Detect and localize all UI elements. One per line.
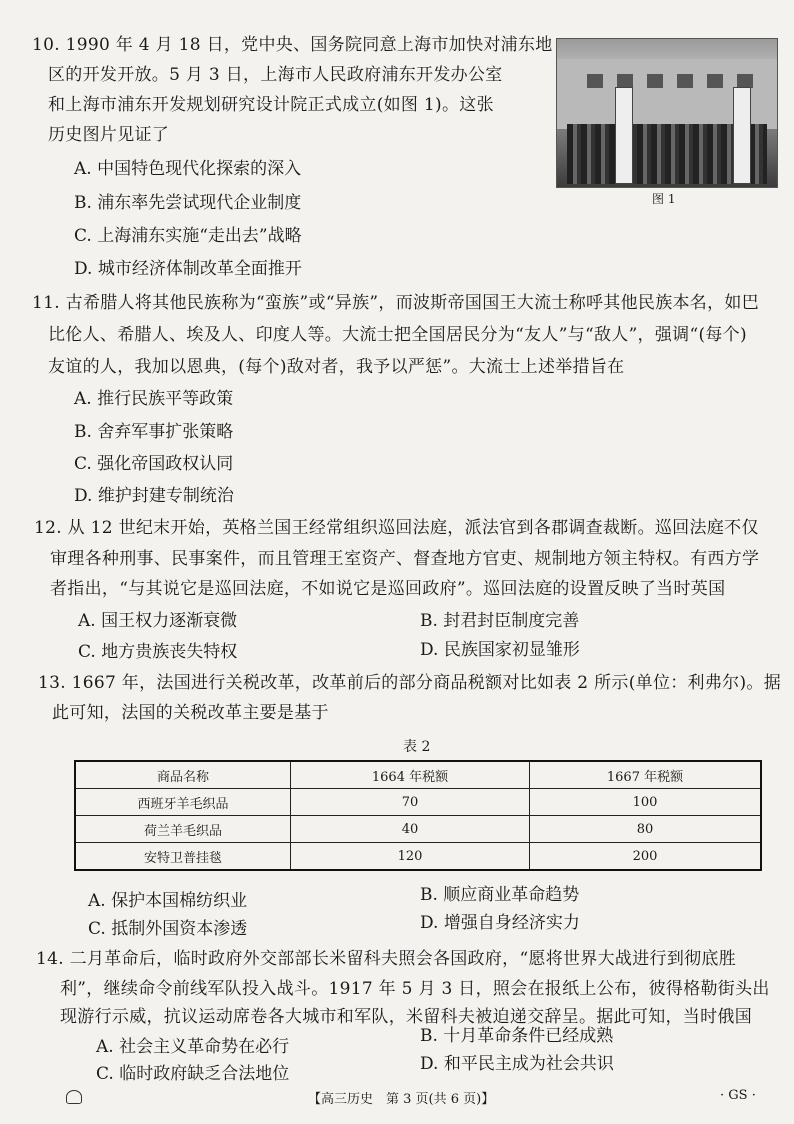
q14-option-a: A. 社会主义革命势在必行: [96, 1037, 290, 1057]
q12-option-b: B. 封君封臣制度完善: [420, 611, 580, 631]
q14-option-c: C. 临时政府缺乏合法地位: [96, 1064, 290, 1084]
table-cell: 西班牙羊毛织品: [75, 789, 291, 816]
q10-stem-line-1: 10. 1990 年 4 月 18 日，党中央、国务院同意上海市加快对浦东地: [32, 35, 553, 55]
q11-option-d: D. 维护封建专制统治: [74, 486, 234, 506]
table-header-row: [75, 761, 761, 789]
figure-1-photo: [556, 38, 778, 188]
q13-option-d: D. 增强自身经济实力: [420, 913, 580, 933]
q10-option-b: B. 浦东率先尝试现代企业制度: [74, 193, 302, 213]
q11-stem-line-3: 友谊的人，我加以恩典，(每个)敌对者，我予以严惩”。大流士上述举措旨在: [48, 357, 625, 377]
q10-stem-line-4: 历史图片见证了: [48, 125, 170, 145]
q14-option-b: B. 十月革命条件已经成熟: [420, 1026, 614, 1046]
q14-option-d: D. 和平民主成为社会共识: [420, 1054, 614, 1074]
table-cell: 100: [530, 789, 762, 816]
q12-option-d: D. 民族国家初显雏形: [420, 640, 580, 660]
page-footer-center: 【高三历史 第 3 页(共 6 页)】: [308, 1092, 495, 1107]
q10-option-a: A. 中国特色现代化探索的深入: [74, 159, 302, 179]
table-2: [74, 760, 762, 871]
q11-option-a: A. 推行民族平等政策: [74, 389, 234, 409]
q11-option-c: C. 强化帝国政权认同: [74, 454, 234, 474]
table-cell: 120: [291, 843, 530, 871]
q13-option-c: C. 抵制外国资本渗透: [88, 919, 248, 939]
table-row: [75, 789, 761, 816]
q12-stem-line-2: 审理各种刑事、民事案件，而且管理王室资产、督查地方官吏、规制地方领主特权。有西方学: [50, 549, 760, 569]
table-header-cell: 商品名称: [75, 761, 291, 789]
q13-option-b: B. 顺应商业革命趋势: [420, 885, 580, 905]
q10-stem-line-2: 区的开发开放。5 月 3 日，上海市人民政府浦东开发办公室: [48, 65, 503, 85]
table-row: [75, 843, 761, 871]
q12-option-c: C. 地方贵族丧失特权: [78, 642, 238, 662]
q14-stem-line-3: 现游行示威，抗议运动席卷各大城市和军队，米留科夫被迫递交辞呈。据此可知，当时俄国: [60, 1007, 752, 1027]
q14-stem-line-1: 14. 二月革命后，临时政府外交部部长米留科夫照会各国政府，“愿将世界大战进行到彻底胜: [36, 949, 737, 969]
q11-stem-line-2: 比伦人、希腊人、埃及人、印度人等。大流士把全国居民分为“友人”与“敌人”，强调“(每个): [48, 325, 747, 345]
q12-stem-line-3: 者指出，“与其说它是巡回法庭，不如说它是巡回政府”。巡回法庭的设置反映了当时英国: [50, 579, 726, 599]
publisher-logo-icon: [66, 1090, 82, 1104]
q10-option-d: D. 城市经济体制改革全面推开: [74, 259, 302, 279]
q13-option-a: A. 保护本国棉纺织业: [88, 891, 248, 911]
table-cell: 200: [530, 843, 762, 871]
table-cell: 40: [291, 816, 530, 843]
q10-option-c: C. 上海浦东实施“走出去”战略: [74, 226, 302, 246]
table-cell: 安特卫普挂毯: [75, 843, 291, 871]
figure-1-caption: 图 1: [652, 192, 676, 206]
q14-stem-line-2: 利”，继续命令前线军队投入战斗。1917 年 5 月 3 日，照会在报纸上公布，彼得格勒街头出: [60, 979, 770, 999]
table-cell: 70: [291, 789, 530, 816]
q12-stem-line-1: 12. 从 12 世纪末开始，英格兰国王经常组织巡回法庭，派法官到各郡调查裁断。巡回法庭不仅: [34, 518, 759, 538]
table-cell: 荷兰羊毛织品: [75, 816, 291, 843]
q12-option-a: A. 国王权力逐渐衰微: [78, 611, 238, 631]
table-cell: 80: [530, 816, 762, 843]
table-header-cell: 1664 年税额: [291, 761, 530, 789]
q11-option-b: B. 舍弃军事扩张策略: [74, 422, 234, 442]
table-header-cell: 1667 年税额: [530, 761, 762, 789]
q13-stem-line-1: 13. 1667 年，法国进行关税改革，改革前后的部分商品税额对比如表 2 所示(单位：利弗尔)。据: [38, 673, 781, 693]
q11-stem-line-1: 11. 古希腊人将其他民族称为“蛮族”或“异族”，而波斯帝国国王大流士称呼其他民族本名，如巴: [32, 293, 760, 313]
table-row: [75, 816, 761, 843]
table-2-title: 表 2: [403, 739, 431, 755]
q13-stem-line-2: 此可知，法国的关税改革主要是基于: [52, 703, 329, 723]
q10-stem-line-3: 和上海市浦东开发规划研究设计院正式成立(如图 1)。这张: [48, 95, 494, 115]
page-footer-code: · GS ·: [720, 1088, 756, 1103]
